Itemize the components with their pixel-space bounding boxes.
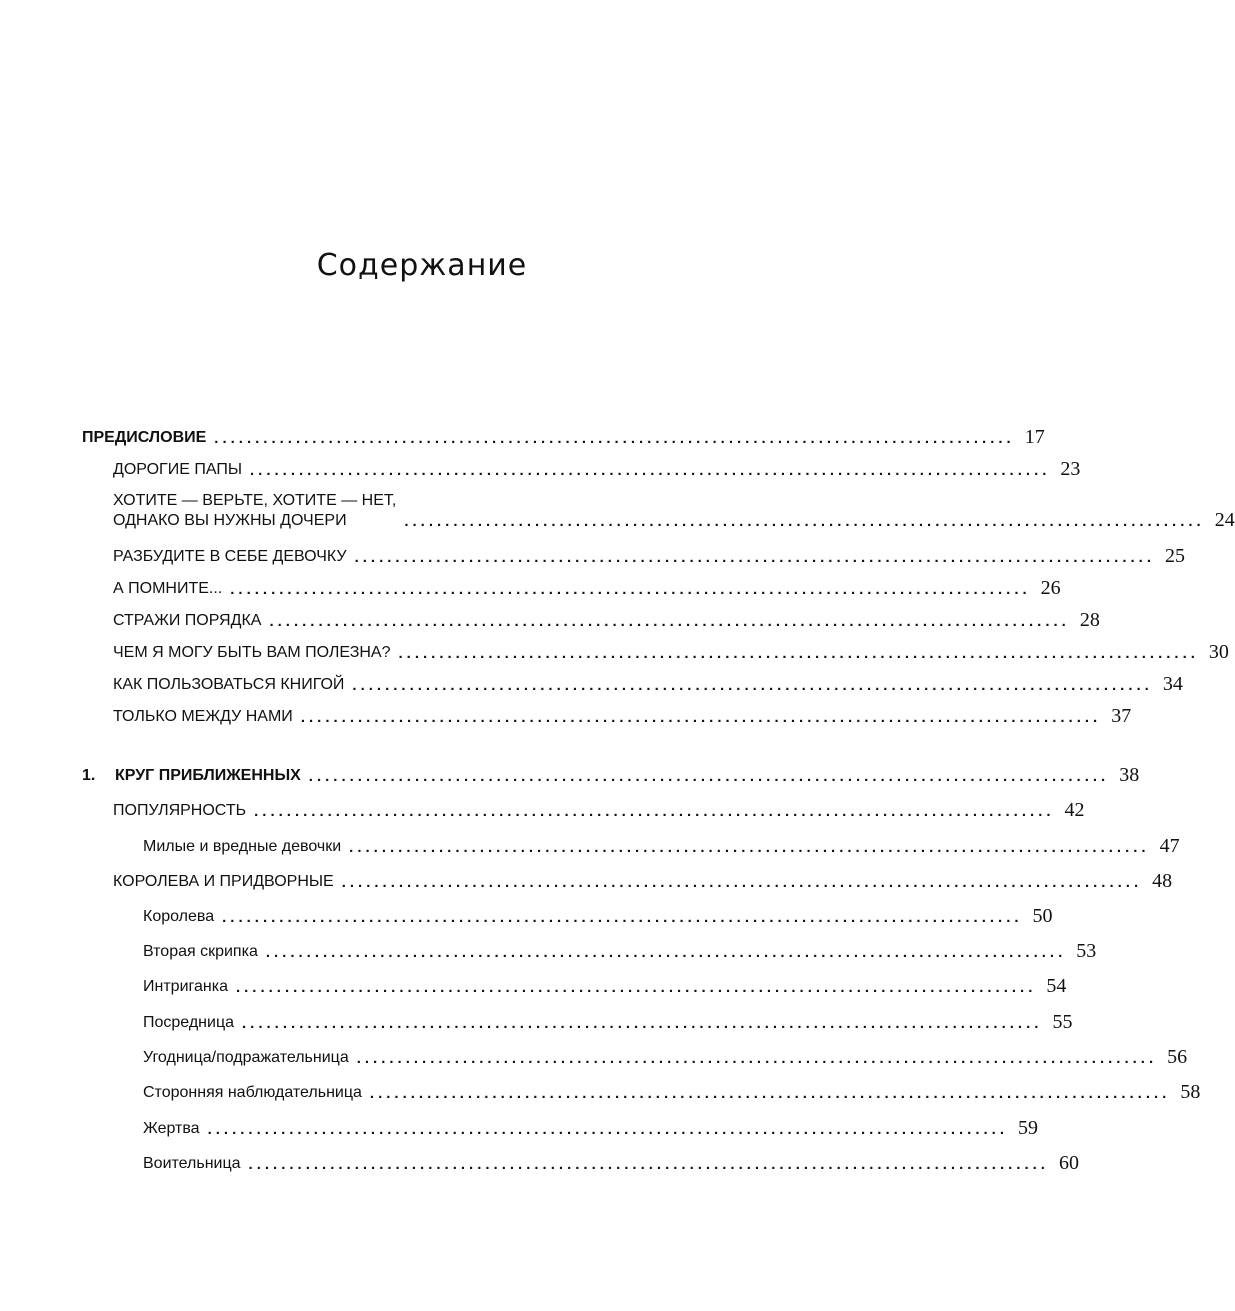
toc-entry[interactable] <box>143 1046 1188 1068</box>
leader-dots: .................................................................................................. <box>254 803 1055 820</box>
leader-dots: .................................................................................................. <box>207 1121 1008 1138</box>
toc-entry[interactable] <box>143 835 1180 857</box>
leader-dots: .................................................................................................. <box>265 944 1067 961</box>
toc-page-number: 26 <box>1040 577 1061 599</box>
toc-entry-label: КАК ПОЛЬЗОВАТЬСЯ КНИГОЙ <box>113 676 345 693</box>
toc-entry-chapter-1[interactable] <box>82 764 1140 786</box>
leader-dots: .................................................................................................. <box>214 430 1015 447</box>
toc-entry[interactable] <box>113 491 1235 531</box>
leader-dots: .................................................................................................. <box>249 462 1051 479</box>
toc-entry[interactable] <box>143 1011 1073 1033</box>
leader-dots: .................................................................................................. <box>369 1085 1171 1102</box>
leader-dots: .................................................................................................. <box>230 581 1031 598</box>
toc-entry-label: Воительница <box>143 1155 241 1172</box>
leader-dots: .................................................................................................. <box>235 979 1037 996</box>
toc-entry-preface[interactable] <box>82 426 1045 448</box>
leader-dots: .................................................................................................. <box>354 549 1156 566</box>
leader-dots: .................................................................................................. <box>349 839 1150 856</box>
toc-entry-label: КОРОЛЕВА И ПРИДВОРНЫЕ <box>113 873 334 890</box>
toc-entry[interactable] <box>113 577 1061 599</box>
toc-page-number: 59 <box>1018 1117 1038 1139</box>
toc-entry[interactable] <box>113 799 1085 821</box>
toc-page-number: 37 <box>1111 705 1132 727</box>
toc-page-number: 24 <box>1214 509 1235 531</box>
toc-entry-label: Сторонняя наблюдательница <box>143 1084 362 1101</box>
toc-page-number: 53 <box>1076 940 1097 962</box>
toc-entry[interactable] <box>143 1117 1038 1139</box>
toc-page-number: 28 <box>1079 609 1100 631</box>
toc-entry-label: Вторая скрипка <box>143 943 258 960</box>
leader-dots: .................................................................................................. <box>242 1015 1043 1032</box>
toc-page-number: 25 <box>1165 545 1186 567</box>
toc-page-number: 23 <box>1060 458 1081 480</box>
leader-dots: .................................................................................................. <box>269 613 1070 630</box>
toc-page-number: 48 <box>1152 870 1173 892</box>
toc-entry[interactable] <box>113 609 1100 631</box>
leader-dots: .................................................................................................. <box>356 1050 1158 1067</box>
page-title: Содержание <box>316 248 528 283</box>
leader-dots: .................................................................................................. <box>404 513 1205 530</box>
toc-entry[interactable] <box>143 940 1097 962</box>
toc-entry-label: Жертва <box>143 1120 200 1137</box>
toc-page-number: 42 <box>1064 799 1085 821</box>
toc-page-number: 55 <box>1052 1011 1073 1033</box>
toc-entry-label: А ПОМНИТЕ... <box>113 580 223 597</box>
toc-page-number: 17 <box>1024 426 1045 448</box>
toc-page-number: 47 <box>1159 835 1180 857</box>
toc-page-number: 38 <box>1119 764 1140 786</box>
toc-entry-label: ПРЕДИСЛОВИЕ <box>82 429 207 446</box>
leader-dots: .................................................................................................. <box>300 709 1102 726</box>
toc-entry[interactable] <box>113 673 1183 695</box>
leader-dots: .................................................................................................. <box>352 677 1153 694</box>
toc-entry-label: ХОТИТЕ — ВЕРЬТЕ, ХОТИТЕ — НЕТ, ОДНАКО ВЫ НУЖНЫ ДОЧЕРИ <box>113 492 397 529</box>
leader-dots: .................................................................................................. <box>222 909 1023 926</box>
toc-entry-label: Угодница/подражательница <box>143 1049 349 1066</box>
toc-page-number: 60 <box>1058 1152 1079 1174</box>
toc-entry[interactable] <box>143 905 1053 927</box>
toc-entry-label: ЧЕМ Я МОГУ БЫТЬ ВАМ ПОЛЕЗНА? <box>113 644 391 661</box>
chapter-number: 1. <box>82 767 96 784</box>
toc-entry-label: СТРАЖИ ПОРЯДКА <box>113 612 262 629</box>
toc-page-number: 56 <box>1167 1046 1188 1068</box>
leader-dots: .................................................................................................. <box>341 874 1143 891</box>
toc-entry[interactable] <box>143 975 1067 997</box>
leader-dots: .................................................................................................. <box>248 1156 1049 1173</box>
toc-entry[interactable] <box>113 458 1081 480</box>
toc-entry-label: Королева <box>143 908 215 925</box>
toc-entry-label: Милые и вредные девочки <box>143 838 342 855</box>
leader-dots: .................................................................................................. <box>398 645 1199 662</box>
toc-entry[interactable] <box>113 705 1132 727</box>
toc-page-number: 50 <box>1032 905 1053 927</box>
toc-entry-label: ПОПУЛЯРНОСТЬ <box>113 802 247 819</box>
toc-entry[interactable] <box>113 870 1173 892</box>
toc-entry-label: КРУГ ПРИБЛИЖЕННЫХ <box>115 767 301 784</box>
toc-entry[interactable] <box>143 1152 1079 1174</box>
toc-entry-label: РАЗБУДИТЕ В СЕБЕ ДЕВОЧКУ <box>113 548 347 565</box>
toc-entry[interactable] <box>143 1081 1201 1103</box>
toc-page-number: 58 <box>1180 1081 1201 1103</box>
leader-dots: .................................................................................................. <box>308 768 1110 785</box>
toc-entry-label: Интриганка <box>143 978 228 995</box>
toc-page-number: 30 <box>1208 641 1229 663</box>
toc-entry[interactable] <box>113 641 1229 663</box>
toc-page-number: 34 <box>1162 673 1183 695</box>
toc-entry-label: ДОРОГИЕ ПАПЫ <box>113 461 242 478</box>
toc-page-number: 54 <box>1046 975 1067 997</box>
toc-entry-label: ТОЛЬКО МЕЖДУ НАМИ <box>113 708 293 725</box>
toc-entry[interactable] <box>113 545 1186 567</box>
toc-entry-label: Посредница <box>143 1014 235 1031</box>
